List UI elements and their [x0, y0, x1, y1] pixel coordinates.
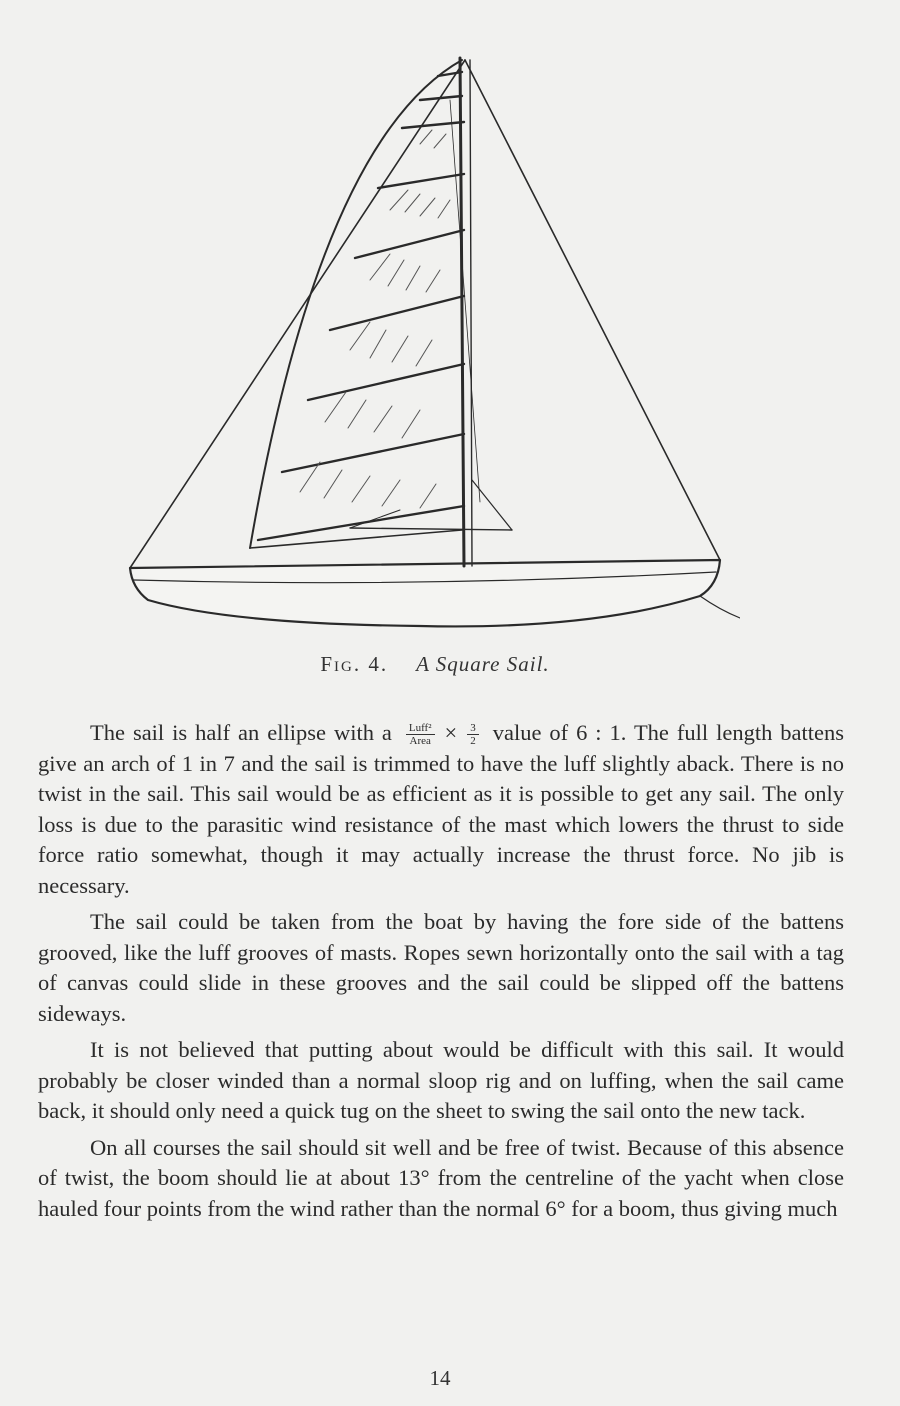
paragraph-1-body: value of 6 : 1. The full length battens give an arch of 1 in 7 and the sail is trimmed to have the luff slightly aback. There is no twist in the sail. This sail would be as efficient as it is possible to get any sail. The only loss is due to the parasitic wind resistance of the mast which lowers the thrust to side force ratio somewhat, though it may actually increase the thrust force. No jib is necessary.	[38, 720, 845, 898]
page-number: 14	[429, 1366, 451, 1390]
figure-label: Fig. 4.	[320, 652, 389, 676]
paragraph-4: On all courses the sail should sit well and be free of twist. Because of this absence of twist, the boom should lie at about 13° from the centreline of the yacht when close hauled four points from the wind rather than the normal 6° for a boom, thus giving much	[38, 1134, 844, 1221]
fraction-denominator: Area	[409, 735, 431, 748]
figure-caption	[0, 652, 870, 677]
fraction-numerator: 3	[467, 722, 479, 735]
fraction-numerator: Luff²	[406, 722, 435, 735]
paragraph-1-intro: The sail is half an ellipse with a	[90, 720, 392, 745]
fraction-denominator: 2	[470, 735, 476, 748]
fraction-luff-area	[406, 722, 435, 747]
figure-title: A Square Sail.	[416, 652, 550, 676]
multiply-sign: ×	[444, 720, 458, 745]
fraction-three-halves	[467, 722, 479, 747]
paragraph-1	[38, 718, 844, 901]
body-text	[38, 718, 844, 1230]
sailboat-illustration	[120, 40, 740, 640]
paragraph-2: The sail could be taken from the boat by having the fore side of the battens grooved, like the luff grooves of masts. Ropes sewn horizontally onto the sail with a tag of canvas could slide in these grooves and the sail could be slipped off the battens sideways.	[38, 909, 844, 1026]
sailboat-drawing	[120, 40, 740, 640]
paragraph-3: It is not believed that putting about would be difficult with this sail. It would probably be closer winded than a normal sloop rig and on luffing, when the sail came back, it should only need a quick tug on the sheet to swing the sail onto the new tack.	[38, 1037, 844, 1123]
